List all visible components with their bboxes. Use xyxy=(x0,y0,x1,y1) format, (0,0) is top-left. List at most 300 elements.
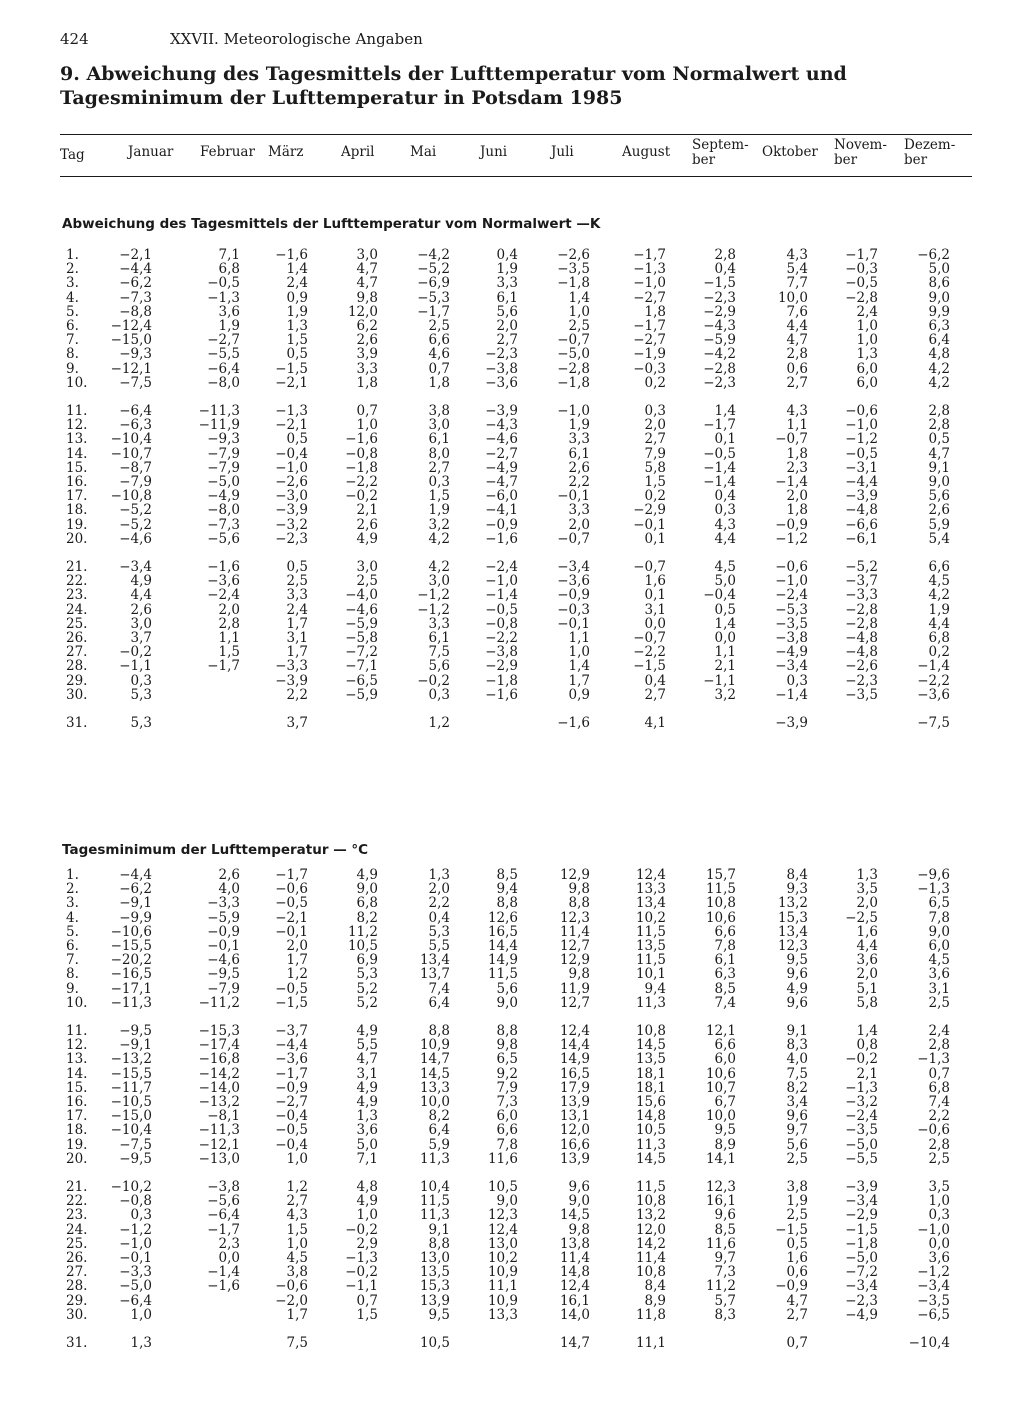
value-cell: 12,3 xyxy=(705,1179,736,1195)
value-cell: −3,2 xyxy=(275,516,308,533)
value-cell: 4,2 xyxy=(428,559,450,575)
table-row xyxy=(0,688,1024,703)
value-cell: 1,3 xyxy=(130,1335,152,1351)
value-cell: −0,9 xyxy=(207,923,240,940)
value-cell: 2,5 xyxy=(786,1150,808,1167)
value-cell: −1,0 xyxy=(845,417,878,434)
value-cell: −13,2 xyxy=(110,1051,152,1068)
value-cell: 12,9 xyxy=(559,952,590,969)
value-cell: 0,7 xyxy=(786,1335,808,1351)
value-cell: −9,3 xyxy=(119,346,152,363)
value-cell: −8,1 xyxy=(207,1108,240,1125)
value-cell: 4,9 xyxy=(356,1193,378,1210)
value-cell: −10,4 xyxy=(110,431,152,448)
value-cell: 1,7 xyxy=(286,615,308,632)
value-cell: 0,3 xyxy=(714,502,736,519)
value-cell: −1,3 xyxy=(207,289,240,306)
value-cell: −3,9 xyxy=(485,403,518,419)
value-cell: 16,1 xyxy=(705,1193,736,1210)
value-cell: 9,7 xyxy=(786,1122,808,1139)
value-cell: −5,3 xyxy=(417,289,450,306)
value-cell: −14,2 xyxy=(198,1065,240,1082)
value-cell: 4,8 xyxy=(928,346,950,363)
value-cell: −2,8 xyxy=(845,289,878,306)
value-cell: 18,1 xyxy=(635,1065,666,1082)
value-cell: 1,3 xyxy=(856,867,878,883)
value-cell: −16,5 xyxy=(110,966,152,983)
value-cell: 4,3 xyxy=(714,516,736,533)
value-cell: −1,4 xyxy=(703,474,736,490)
day-label: 15. xyxy=(66,1079,88,1096)
running-header xyxy=(60,30,423,48)
value-cell: 13,2 xyxy=(777,895,808,912)
day-label: 26. xyxy=(66,630,88,646)
value-cell: 5,4 xyxy=(928,530,950,547)
value-cell: 4,7 xyxy=(928,445,950,462)
value-cell: −1,5 xyxy=(275,360,308,377)
value-cell: 4,0 xyxy=(218,881,240,898)
value-cell: 1,2 xyxy=(286,1179,308,1195)
value-cell: 4,7 xyxy=(356,261,378,278)
value-cell: 0,7 xyxy=(928,1065,950,1082)
value-cell: 14,0 xyxy=(559,1306,590,1323)
value-cell: 3,7 xyxy=(130,630,152,646)
value-cell: 2,3 xyxy=(786,459,808,476)
value-cell: 1,2 xyxy=(428,715,450,731)
value-cell: −1,7 xyxy=(275,867,308,883)
day-label: 1. xyxy=(66,247,79,263)
value-cell: 5,1 xyxy=(856,980,878,997)
value-cell: −0,2 xyxy=(345,488,378,505)
value-cell: 0,3 xyxy=(928,1207,950,1224)
value-cell: 2,5 xyxy=(568,318,590,334)
value-cell: −2,9 xyxy=(703,303,736,320)
value-cell: −5,8 xyxy=(345,630,378,646)
value-cell: 6,8 xyxy=(928,630,950,646)
value-cell: 3,3 xyxy=(286,587,308,604)
value-cell: −0,6 xyxy=(275,881,308,898)
value-cell: 3,3 xyxy=(568,431,590,448)
value-cell: 5,3 xyxy=(356,966,378,983)
value-cell: −2,4 xyxy=(207,587,240,604)
value-cell: −7,5 xyxy=(917,715,950,731)
value-cell: 8,0 xyxy=(428,445,450,462)
value-cell: 14,4 xyxy=(487,938,518,954)
value-cell: 0,3 xyxy=(644,403,666,419)
value-cell: −10,7 xyxy=(110,445,152,462)
value-cell: 6,1 xyxy=(714,952,736,969)
value-cell: 3,6 xyxy=(356,1122,378,1139)
value-cell: 4,9 xyxy=(356,1094,378,1110)
value-cell: 5,3 xyxy=(130,715,152,731)
value-cell: 9,1 xyxy=(428,1221,450,1238)
day-label: 18. xyxy=(66,502,88,519)
value-cell: −2,9 xyxy=(633,502,666,519)
value-cell: −3,6 xyxy=(917,686,950,703)
value-cell: 3,9 xyxy=(356,346,378,363)
value-cell: −0,3 xyxy=(633,360,666,377)
value-cell: −1,2 xyxy=(917,1264,950,1281)
value-cell: 4,9 xyxy=(356,1023,378,1039)
day-label: 3. xyxy=(66,275,79,292)
value-cell: 1,8 xyxy=(428,374,450,391)
value-cell: −3,4 xyxy=(917,1278,950,1295)
value-cell: −0,2 xyxy=(345,1221,378,1238)
value-cell: 6,0 xyxy=(928,938,950,954)
value-cell: −3,9 xyxy=(845,488,878,505)
value-cell: 2,5 xyxy=(286,573,308,590)
value-cell: 2,6 xyxy=(130,601,152,618)
table-row xyxy=(0,532,1024,547)
page-number: 424 xyxy=(60,30,89,48)
value-cell: −1,3 xyxy=(275,403,308,419)
day-label: 2. xyxy=(66,261,79,278)
value-cell: 2,5 xyxy=(928,994,950,1011)
value-cell: −0,9 xyxy=(275,1079,308,1096)
value-cell: −1,4 xyxy=(775,474,808,490)
value-cell: −5,0 xyxy=(119,1278,152,1295)
value-cell: 5,6 xyxy=(496,303,518,320)
value-cell: −8,0 xyxy=(207,374,240,391)
value-cell: 16,5 xyxy=(559,1065,590,1082)
value-cell: −0,7 xyxy=(557,530,590,547)
value-cell: 13,3 xyxy=(419,1079,450,1096)
value-cell: 9,0 xyxy=(928,289,950,306)
value-cell: −9,3 xyxy=(207,431,240,448)
value-cell: 5,8 xyxy=(644,459,666,476)
value-cell: 2,7 xyxy=(644,431,666,448)
value-cell: 9,6 xyxy=(568,1179,590,1195)
value-cell: −1,3 xyxy=(633,261,666,278)
value-cell: 5,6 xyxy=(928,488,950,505)
value-cell: 5,6 xyxy=(786,1136,808,1153)
day-label: 11. xyxy=(66,1023,88,1039)
value-cell: −2,6 xyxy=(557,247,590,263)
value-cell: 4,4 xyxy=(928,615,950,632)
value-cell: 1,0 xyxy=(286,1235,308,1252)
value-cell: −5,2 xyxy=(119,502,152,519)
value-cell: 11,3 xyxy=(635,994,666,1011)
value-cell: 5,6 xyxy=(428,658,450,675)
value-cell: 0,1 xyxy=(644,587,666,604)
value-cell: 14,2 xyxy=(635,1235,666,1252)
value-cell: 6,7 xyxy=(714,1094,736,1110)
value-cell: −5,2 xyxy=(417,261,450,278)
value-cell: 3,0 xyxy=(130,615,152,632)
value-cell: −0,3 xyxy=(557,601,590,618)
value-cell: −7,1 xyxy=(345,658,378,675)
value-cell: 4,8 xyxy=(356,1179,378,1195)
value-cell: −1,3 xyxy=(917,881,950,898)
value-cell: 7,8 xyxy=(714,938,736,954)
value-cell: 0,8 xyxy=(856,1037,878,1054)
day-label: 8. xyxy=(66,346,79,363)
value-cell: 0,4 xyxy=(644,672,666,689)
day-label: 29. xyxy=(66,1292,88,1309)
value-cell: 0,1 xyxy=(714,431,736,448)
value-cell: 11,4 xyxy=(635,1250,666,1266)
day-label: 12. xyxy=(66,1037,88,1054)
value-cell: 2,2 xyxy=(568,474,590,490)
value-cell: 9,5 xyxy=(786,952,808,969)
column-header-month: Dezem- ber xyxy=(904,137,956,168)
value-cell: 1,7 xyxy=(286,644,308,661)
value-cell: −5,6 xyxy=(207,1193,240,1210)
value-cell: −1,6 xyxy=(275,247,308,263)
day-label: 28. xyxy=(66,658,88,675)
value-cell: −1,6 xyxy=(485,530,518,547)
value-cell: 4,7 xyxy=(786,332,808,349)
value-cell: 4,3 xyxy=(286,1207,308,1224)
value-cell: 1,0 xyxy=(356,417,378,434)
value-cell: −9,1 xyxy=(119,895,152,912)
value-cell: −2,2 xyxy=(345,474,378,490)
value-cell: 14,7 xyxy=(559,1335,590,1351)
value-cell: 5,6 xyxy=(496,980,518,997)
value-cell: 11,6 xyxy=(487,1150,518,1167)
value-cell: −0,4 xyxy=(275,1136,308,1153)
value-cell: 12,3 xyxy=(487,1207,518,1224)
value-cell: 1,9 xyxy=(286,303,308,320)
value-cell: −1,0 xyxy=(275,459,308,476)
value-cell: 0,1 xyxy=(644,530,666,547)
value-cell: 2,5 xyxy=(356,573,378,590)
value-cell: 1,5 xyxy=(428,488,450,505)
value-cell: 12,3 xyxy=(559,909,590,926)
value-cell: −6,9 xyxy=(417,275,450,292)
value-cell: −1,7 xyxy=(417,303,450,320)
value-cell: −1,7 xyxy=(703,417,736,434)
value-cell: 12,9 xyxy=(559,867,590,883)
value-cell: 4,9 xyxy=(130,573,152,590)
value-cell: −2,8 xyxy=(703,360,736,377)
value-cell: −6,4 xyxy=(119,1292,152,1309)
value-cell: −2,1 xyxy=(275,909,308,926)
value-cell: 8,8 xyxy=(428,1235,450,1252)
value-cell: −2,6 xyxy=(845,658,878,675)
value-cell: −0,1 xyxy=(557,488,590,505)
value-cell: −7,2 xyxy=(345,644,378,661)
day-label: 6. xyxy=(66,318,79,334)
value-cell: 4,9 xyxy=(356,867,378,883)
value-cell: −1,3 xyxy=(845,1079,878,1096)
value-cell: 3,6 xyxy=(928,1250,950,1266)
day-label: 25. xyxy=(66,1235,88,1252)
value-cell: 11,4 xyxy=(559,923,590,940)
value-cell: 3,5 xyxy=(856,881,878,898)
value-cell: 3,0 xyxy=(428,573,450,590)
value-cell: −15,0 xyxy=(110,1108,152,1125)
day-label: 20. xyxy=(66,530,88,547)
value-cell: 1,9 xyxy=(568,417,590,434)
value-cell: 9,8 xyxy=(568,966,590,983)
value-cell: 14,1 xyxy=(705,1150,736,1167)
value-cell: 1,0 xyxy=(856,332,878,349)
value-cell: 3,2 xyxy=(714,686,736,703)
value-cell: 2,8 xyxy=(218,615,240,632)
value-cell: 2,8 xyxy=(928,1136,950,1153)
value-cell: 0,0 xyxy=(218,1250,240,1266)
value-cell: 1,8 xyxy=(356,374,378,391)
value-cell: 0,5 xyxy=(286,431,308,448)
value-cell: −3,4 xyxy=(557,559,590,575)
value-cell: 2,7 xyxy=(786,374,808,391)
value-cell: −1,6 xyxy=(557,715,590,731)
value-cell: −1,1 xyxy=(345,1278,378,1295)
value-cell: 2,6 xyxy=(568,459,590,476)
value-cell: −1,0 xyxy=(557,403,590,419)
value-cell: 7,9 xyxy=(644,445,666,462)
value-cell: −0,1 xyxy=(119,1250,152,1266)
value-cell: 1,4 xyxy=(714,403,736,419)
value-cell: 1,1 xyxy=(714,644,736,661)
value-cell: −1,0 xyxy=(775,573,808,590)
value-cell: 12,6 xyxy=(487,909,518,926)
table-row xyxy=(0,716,1024,731)
value-cell: −7,3 xyxy=(207,516,240,533)
value-cell: 8,5 xyxy=(496,867,518,883)
day-label: 24. xyxy=(66,1221,88,1238)
value-cell: 8,6 xyxy=(928,275,950,292)
value-cell: 3,7 xyxy=(286,715,308,731)
value-cell: −5,6 xyxy=(207,530,240,547)
value-cell: 2,5 xyxy=(428,318,450,334)
value-cell: 0,3 xyxy=(428,474,450,490)
value-cell: 10,5 xyxy=(635,1122,666,1139)
value-cell: 0,4 xyxy=(714,488,736,505)
value-cell: 2,6 xyxy=(218,867,240,883)
value-cell: 5,0 xyxy=(928,261,950,278)
value-cell: −1,8 xyxy=(345,459,378,476)
value-cell: −3,4 xyxy=(845,1278,878,1295)
value-cell: 0,2 xyxy=(928,644,950,661)
value-cell: −0,6 xyxy=(845,403,878,419)
value-cell: 7,6 xyxy=(786,303,808,320)
value-cell: 1,8 xyxy=(786,445,808,462)
value-cell: 3,1 xyxy=(286,630,308,646)
day-label: 5. xyxy=(66,303,79,320)
value-cell: −0,4 xyxy=(275,1108,308,1125)
value-cell: 13,9 xyxy=(559,1094,590,1110)
value-cell: 3,1 xyxy=(356,1065,378,1082)
value-cell: −6,5 xyxy=(345,672,378,689)
day-label: 13. xyxy=(66,431,88,448)
value-cell: −0,1 xyxy=(275,923,308,940)
value-cell: 2,7 xyxy=(428,459,450,476)
value-cell: −0,7 xyxy=(633,630,666,646)
value-cell: 0,7 xyxy=(356,403,378,419)
value-cell: −3,3 xyxy=(845,587,878,604)
value-cell: −5,9 xyxy=(703,332,736,349)
value-cell: 11,9 xyxy=(559,980,590,997)
value-cell: 16,1 xyxy=(559,1292,590,1309)
value-cell: 10,4 xyxy=(419,1179,450,1195)
value-cell: 2,8 xyxy=(928,417,950,434)
value-cell: 2,0 xyxy=(786,488,808,505)
value-cell: −2,7 xyxy=(275,1094,308,1110)
value-cell: −0,8 xyxy=(119,1193,152,1210)
value-cell: 2,0 xyxy=(856,895,878,912)
value-cell: 0,5 xyxy=(286,346,308,363)
value-cell: 10,8 xyxy=(635,1193,666,1210)
value-cell: −12,1 xyxy=(198,1136,240,1153)
value-cell: 1,0 xyxy=(568,644,590,661)
value-cell: −6,5 xyxy=(917,1306,950,1323)
value-cell: −0,9 xyxy=(775,516,808,533)
day-label: 22. xyxy=(66,1193,88,1210)
value-cell: 2,4 xyxy=(928,1023,950,1039)
value-cell: −10,4 xyxy=(908,1335,950,1351)
value-cell: −10,2 xyxy=(110,1179,152,1195)
day-label: 26. xyxy=(66,1250,88,1266)
value-cell: −2,0 xyxy=(275,1292,308,1309)
value-cell: 9,8 xyxy=(496,1037,518,1054)
value-cell: −2,4 xyxy=(775,587,808,604)
day-label: 23. xyxy=(66,587,88,604)
value-cell: 8,9 xyxy=(714,1136,736,1153)
value-cell: −0,2 xyxy=(845,1051,878,1068)
value-cell: 1,9 xyxy=(428,502,450,519)
column-header-month: Januar xyxy=(128,144,174,160)
value-cell: −4,3 xyxy=(703,318,736,334)
value-cell: −5,2 xyxy=(845,559,878,575)
value-cell: 4,2 xyxy=(428,530,450,547)
value-cell: 11,3 xyxy=(635,1136,666,1153)
value-cell: −1,8 xyxy=(845,1235,878,1252)
value-cell: 10,5 xyxy=(487,1179,518,1195)
value-cell: 5,4 xyxy=(786,261,808,278)
value-cell: 5,3 xyxy=(130,686,152,703)
value-cell: 13,0 xyxy=(419,1250,450,1266)
day-label: 25. xyxy=(66,615,88,632)
value-cell: 6,0 xyxy=(856,360,878,377)
value-cell: 2,1 xyxy=(714,658,736,675)
value-cell: 4,5 xyxy=(928,573,950,590)
value-cell: 0,0 xyxy=(644,615,666,632)
value-cell: −4,4 xyxy=(845,474,878,490)
value-cell: 6,0 xyxy=(496,1108,518,1125)
value-cell: −0,6 xyxy=(917,1122,950,1139)
value-cell: −1,5 xyxy=(633,658,666,675)
value-cell: −4,4 xyxy=(119,867,152,883)
value-cell: −1,6 xyxy=(345,431,378,448)
value-cell: −3,9 xyxy=(845,1179,878,1195)
value-cell: −10,5 xyxy=(110,1094,152,1110)
value-cell: −4,9 xyxy=(775,644,808,661)
value-cell: 1,8 xyxy=(786,502,808,519)
value-cell: 10,8 xyxy=(635,1023,666,1039)
value-cell: 2,8 xyxy=(786,346,808,363)
value-cell: 6,1 xyxy=(428,630,450,646)
day-label: 21. xyxy=(66,1179,88,1195)
value-cell: 11,2 xyxy=(705,1278,736,1295)
day-label: 17. xyxy=(66,488,88,505)
value-cell: −0,2 xyxy=(345,1264,378,1281)
day-label: 17. xyxy=(66,1108,88,1125)
value-cell: 2,6 xyxy=(928,502,950,519)
value-cell: −9,1 xyxy=(119,1037,152,1054)
value-cell: 2,4 xyxy=(856,303,878,320)
value-cell: −0,9 xyxy=(775,1278,808,1295)
value-cell: 5,9 xyxy=(928,516,950,533)
value-cell: 13,3 xyxy=(635,881,666,898)
day-label: 4. xyxy=(66,289,79,306)
value-cell: 6,6 xyxy=(428,332,450,349)
value-cell: 8,8 xyxy=(496,1023,518,1039)
value-cell: −1,0 xyxy=(485,573,518,590)
value-cell: −1,4 xyxy=(207,1264,240,1281)
value-cell: −0,1 xyxy=(633,516,666,533)
